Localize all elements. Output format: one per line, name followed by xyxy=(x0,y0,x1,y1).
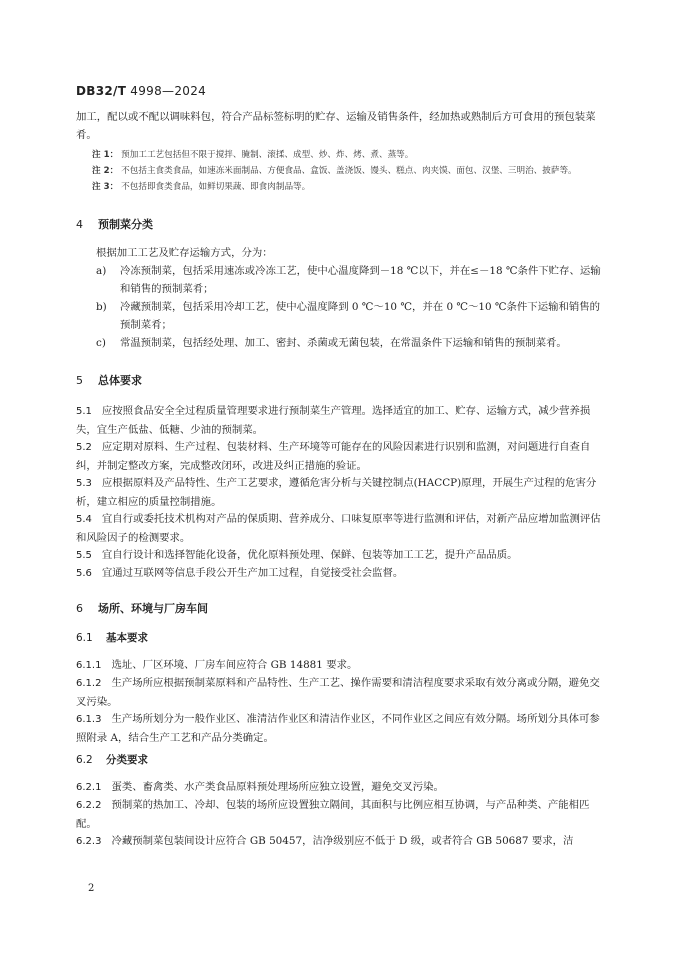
clause-6-1-3: 6.1.3 生产场所划分为一般作业区、准清洁作业区和清洁作业区，不同作业区之间应有效分隔。场所划分具体可参照附录 A，结合生产工艺和产品分类确定。 xyxy=(76,713,600,744)
section-6-heading: 6 场所、环境与厂房车间 xyxy=(76,602,208,615)
note-2: 注 2： 不包括主食类食品，如速冻米面制品、方便食品、盒饭、盖浇饭、馒头、糕点、肉夹馍、面包、汉堡、三明治、披萨等。 xyxy=(92,166,577,176)
page-number: 2 xyxy=(88,883,95,894)
standard-code-number: 4998—2024 xyxy=(126,84,207,98)
clause-5-1: 5.1 应按照食品安全全过程质量管理要求进行预制菜生产管理。选择适宜的加工、贮存、运输方式，减少营养损失，宜生产低盐、低糖、少油的预制菜。 xyxy=(76,405,591,436)
clause-5-6: 5.6 宜通过互联网等信息手段公开生产加工过程，自觉接受社会监督。 xyxy=(76,567,404,579)
note-1: 注 1： 预加工工艺包括但不限于搅拌、腌制、滚揉、成型、炒、炸、烤、煮、蒸等。 xyxy=(92,150,414,160)
clause-6-2-2: 6.2.2 预制菜的热加工、冷却、包装的场所应设置独立隔间，其面积与比例应相互协调，与产品种类、产能相匹配。 xyxy=(76,799,590,830)
clause-6-2-3: 6.2.3 冷藏预制菜包装间设计应符合 GB 50457，洁净级别应不低于 D 级，或者符合 GB 50687 要求，洁 xyxy=(76,835,574,847)
section-4-heading: 4 预制菜分类 xyxy=(76,218,153,231)
clause-5-4: 5.4 宜自行或委托技术机构对产品的保质期、营养成分、口味复原率等进行监测和评估，对新产品应增加监测评估和风险因子的检测要求。 xyxy=(76,513,601,544)
subsection-6-2-heading: 6.2 分类要求 xyxy=(76,754,148,766)
clause-5-5: 5.5 宜自行设计和选择智能化设备，优化原料预处理、保鲜、包装等加工工艺，提升产品品质。 xyxy=(76,549,518,561)
clause-6-2-1: 6.2.1 蛋类、畜禽类、水产类食品原料预处理场所应独立设置，避免交叉污染。 xyxy=(76,781,444,793)
subsection-6-1-heading: 6.1 基本要求 xyxy=(76,632,148,644)
list-item-a: a) 冷冻预制菜，包括采用速冻或冷冻工艺，使中心温度降到－18 ℃以下，并在≤－18 ℃条件下贮存、运输和销售的预制菜肴； xyxy=(96,265,601,295)
standard-code-header xyxy=(76,84,206,98)
intro-paragraph: 加工，配以或不配以调味料包，符合产品标签标明的贮存、运输及销售条件，经加热或熟制后方可食用的预包装菜肴。 xyxy=(76,111,596,141)
section-5-heading: 5 总体要求 xyxy=(76,374,142,387)
clause-6-1-1: 6.1.1 选址、厂区环境、厂房车间应符合 GB 14881 要求。 xyxy=(76,659,358,671)
standard-code-prefix: DB32/T xyxy=(76,84,127,98)
section-4-lead: 根据加工工艺及贮存运输方式，分为： xyxy=(96,247,273,259)
list-item-b: b) 冷藏预制菜，包括采用冷却工艺，使中心温度降到 0 ℃～10 ℃，并在 0 ℃～10 ℃条件下运输和销售的预制菜肴； xyxy=(96,301,601,331)
clause-5-3: 5.3 应根据原料及产品特性、生产工艺要求，遵循危害分析与关键控制点(HACCP)原理，开展生产过程的危害分析，建立相应的质量控制措施。 xyxy=(76,477,597,508)
note-3: 注 3： 不包括即食类食品，如鲜切果蔬、即食肉制品等。 xyxy=(92,182,311,192)
clause-5-2: 5.2 应定期对原料、生产过程、包装材料、生产环境等可能存在的风险因素进行识别和监测，对问题进行自查自纠，并制定整改方案，完成整改闭环，改进及纠正措施的验证。 xyxy=(76,441,591,472)
clause-6-1-2: 6.1.2 生产场所应根据预制菜原料和产品特性、生产工艺、操作需要和清洁程度要求采取有效分离或分隔，避免交叉污染。 xyxy=(76,677,600,708)
list-item-c: c) 常温预制菜，包括经处理、加工、密封、杀菌或无菌包装，在常温条件下运输和销售的预制菜肴。 xyxy=(96,337,567,349)
